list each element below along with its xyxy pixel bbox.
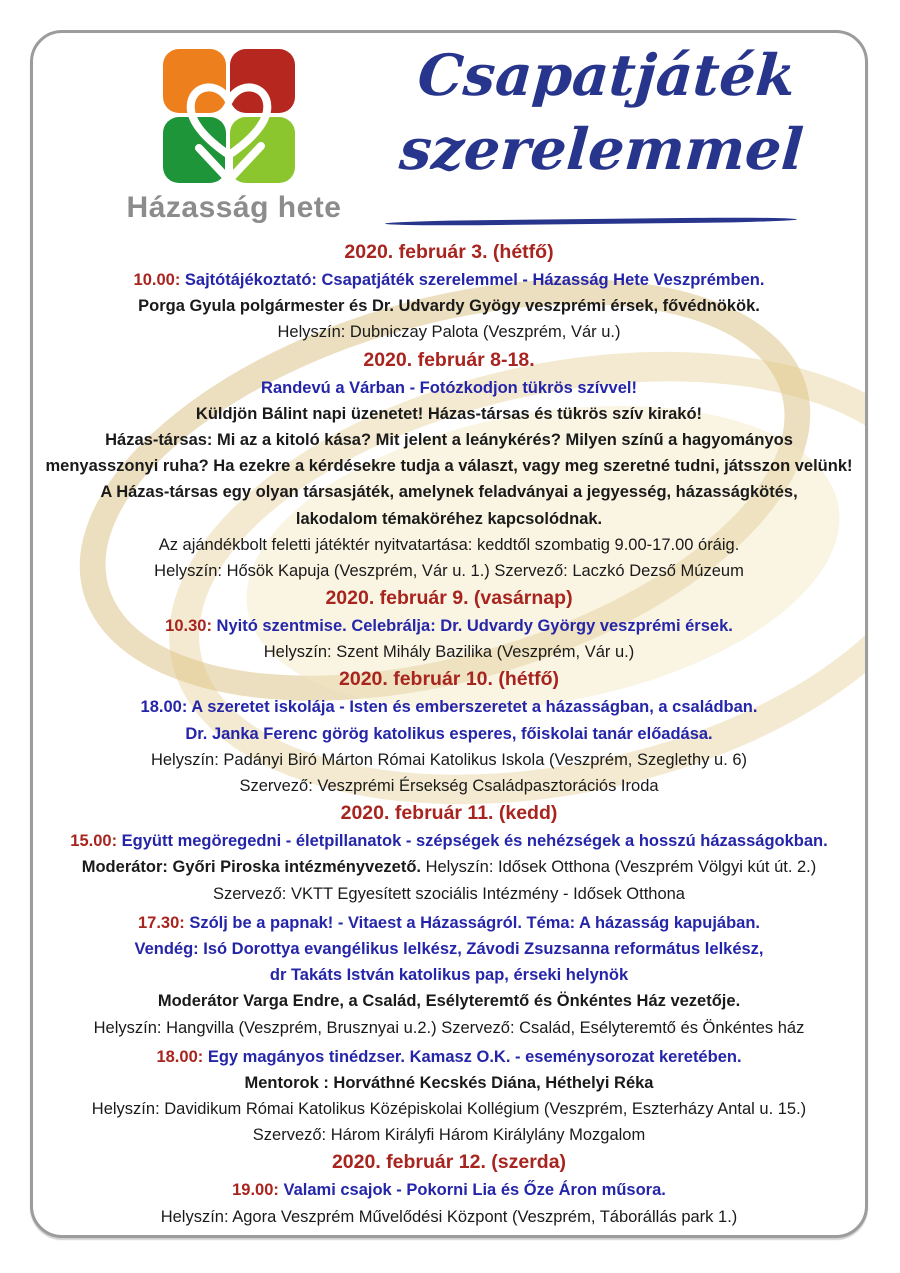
date-header: 2020. február 11. (kedd)	[340, 802, 558, 825]
schedule-line	[33, 453, 865, 479]
text-segment: 18.00: A szeretet iskolája - Isten és emberszeretet a házasságban, a családban.	[140, 698, 758, 717]
schedule-line	[33, 1070, 865, 1096]
schedule-line	[33, 427, 865, 453]
text-segment: Sajtótájékoztató: Csapatjáték szerelemmel - Házasság Hete Veszprémben.	[184, 271, 765, 289]
schedule-line	[33, 988, 865, 1014]
date-header: 2020. február 10. (hétfő)	[339, 668, 559, 691]
schedule-line	[33, 1122, 865, 1148]
text-segment: lakodalom témaköréhez kapcsolódnak.	[295, 509, 603, 528]
text-segment: Szervező: Három Királyfi Három Királylány Mozgalom	[252, 1126, 646, 1145]
schedule-line	[33, 293, 865, 319]
schedule-line	[33, 506, 865, 532]
schedule-line	[33, 319, 865, 345]
text-segment: Helyszín: Davidikum Római Katolikus Középiskolai Kollégium (Veszprém, Eszterházy Antal u. 15.)	[91, 1100, 807, 1119]
text-segment: 19.00:	[232, 1181, 284, 1200]
text-segment: Nyitó szentmise. Celebrálja: Dr. Udvardy György veszprémi érsek.	[216, 617, 733, 636]
schedule-line	[33, 910, 865, 936]
schedule-line	[33, 1204, 865, 1230]
schedule-line	[33, 854, 865, 880]
flyer-title-line1: Csapatjáték	[415, 42, 798, 109]
text-segment: Együtt megöregedni - életpillanatok - szépségek és nehézségek a hosszú házasságokban.	[121, 832, 828, 851]
title-underline	[385, 217, 797, 226]
schedule-line	[33, 881, 865, 907]
hazassag-hete-logo	[163, 49, 295, 189]
flyer-title	[373, 39, 835, 187]
text-segment: Randevú a Várban - Fotózkodjon tükrös szívvel!	[261, 378, 637, 397]
text-segment: 15.00:	[70, 832, 122, 851]
text-segment: Helyszín: Agora Veszprém Művelődési Központ (Veszprém, Táborállás park 1.)	[160, 1207, 738, 1226]
flyer-frame	[30, 30, 868, 1238]
text-segment: Házas-társas: Mi az a kitoló kása? Mit jelent a leánykérés? Milyen színű a hagyományos	[105, 430, 793, 449]
schedule-line	[33, 479, 865, 505]
text-segment: Szervező: Veszprémi Érsekség Családpasztorációs Iroda	[239, 777, 659, 795]
schedule-line	[33, 936, 865, 962]
schedule-line	[33, 613, 865, 639]
text-segment: Egy magányos tinédzser. Kamasz O.K. - eseménysorozat keretében.	[207, 1047, 742, 1066]
schedule-line	[33, 828, 865, 854]
date-header: 2020. február 8-18.	[363, 348, 535, 371]
text-segment: dr Takáts István katolikus pap, érseki helynök	[269, 966, 629, 985]
text-segment: Helyszín: Dubniczay Palota (Veszprém, Vár u.)	[277, 323, 621, 342]
text-segment: Valami csajok - Pokorni Lia és Őze Áron műsora.	[283, 1181, 666, 1200]
text-segment: 18.00:	[156, 1047, 208, 1066]
text-segment: Szólj be a papnak! - Vitaest a Házasságról. Téma: A házasság kapujában.	[189, 913, 761, 932]
text-segment: Moderátor Varga Endre, a Család, Esélyteremtő és Önkéntes Ház vezetője.	[157, 992, 741, 1011]
schedule-line	[33, 401, 865, 427]
schedule-line	[33, 721, 865, 747]
schedule-line	[33, 773, 865, 799]
schedule-line	[33, 1177, 865, 1203]
flyer-title-line2: szerelemmel	[397, 116, 806, 183]
text-segment: Helyszín: Padányi Biró Márton Római Katolikus Iskola (Veszprém, Szeglethy u. 6)	[150, 750, 748, 769]
schedule-line	[33, 694, 865, 720]
schedule-line	[33, 375, 865, 401]
text-segment: menyasszonyi ruha? Ha ezekre a kérdésekre tudja a választ, vagy meg szeretné tudni, játsszon velünk!	[45, 457, 853, 476]
text-segment: Helyszín: Szent Mihály Bazilika (Veszprém, Vár u.)	[263, 643, 635, 662]
text-segment: Szervező: VKTT Egyesített szociális Intézmény - Idősek Otthona	[213, 884, 685, 903]
program-schedule	[33, 238, 865, 1230]
text-segment: Helyszín: Hősök Kapuja (Veszprém, Vár u. 1.) Szervező: Laczkó Dezső Múzeum	[154, 561, 744, 580]
schedule-line	[33, 1044, 865, 1070]
schedule-line	[33, 558, 865, 584]
text-segment: Küldjön Bálint napi üzenetet! Házas-társas és tükrös szív kirakó!	[195, 404, 703, 423]
schedule-line	[33, 532, 865, 558]
text-segment: Helyszín: Idősek Otthona (Veszprém Völgyi kút út. 2.)	[425, 858, 817, 877]
text-segment: Vendég: Isó Dorottya evangélikus lelkész, Závodi Zsuzsanna református lelkész,	[134, 939, 764, 958]
schedule-line	[33, 962, 865, 988]
date-header: 2020. február 3. (hétfő)	[344, 241, 554, 263]
schedule-line	[33, 747, 865, 773]
schedule-line	[33, 1096, 865, 1122]
text-segment: 17.30:	[137, 913, 190, 932]
date-header: 2020. február 9. (vasárnap)	[325, 587, 573, 610]
text-segment: A Házas-társas egy olyan társasjáték, amelynek feladványai a jegyesség, házasságkötés,	[100, 483, 798, 502]
schedule-line	[33, 267, 865, 293]
text-segment: 10.30:	[165, 617, 217, 636]
date-header: 2020. február 12. (szerda)	[331, 1151, 567, 1174]
text-segment: 10.00:	[133, 271, 185, 289]
text-segment: Dr. Janka Ferenc görög katolikus esperes, főiskolai tanár előadása.	[185, 724, 713, 743]
text-segment: Helyszín: Hangvilla (Veszprém, Brusznyai u.2.) Szervező: Család, Esélyteremtő és Önkéntes ház	[93, 1018, 805, 1037]
schedule-line	[33, 639, 865, 665]
text-segment: Az ajándékbolt feletti játéktér nyitvatartása: keddtől szombatig 9.00-17.00 óráig.	[158, 535, 740, 554]
brand-name: Házasság hete	[126, 191, 342, 224]
text-segment: Porga Gyula polgármester és Dr. Udvardy Gyögy veszprémi érsek, fővédnökök.	[138, 297, 760, 316]
text-segment: Moderátor: Győri Piroska intézményvezető.	[81, 858, 426, 877]
schedule-line	[33, 1015, 865, 1041]
text-segment: Mentorok : Horváthné Kecskés Diána, Héthelyi Réka	[244, 1073, 654, 1092]
